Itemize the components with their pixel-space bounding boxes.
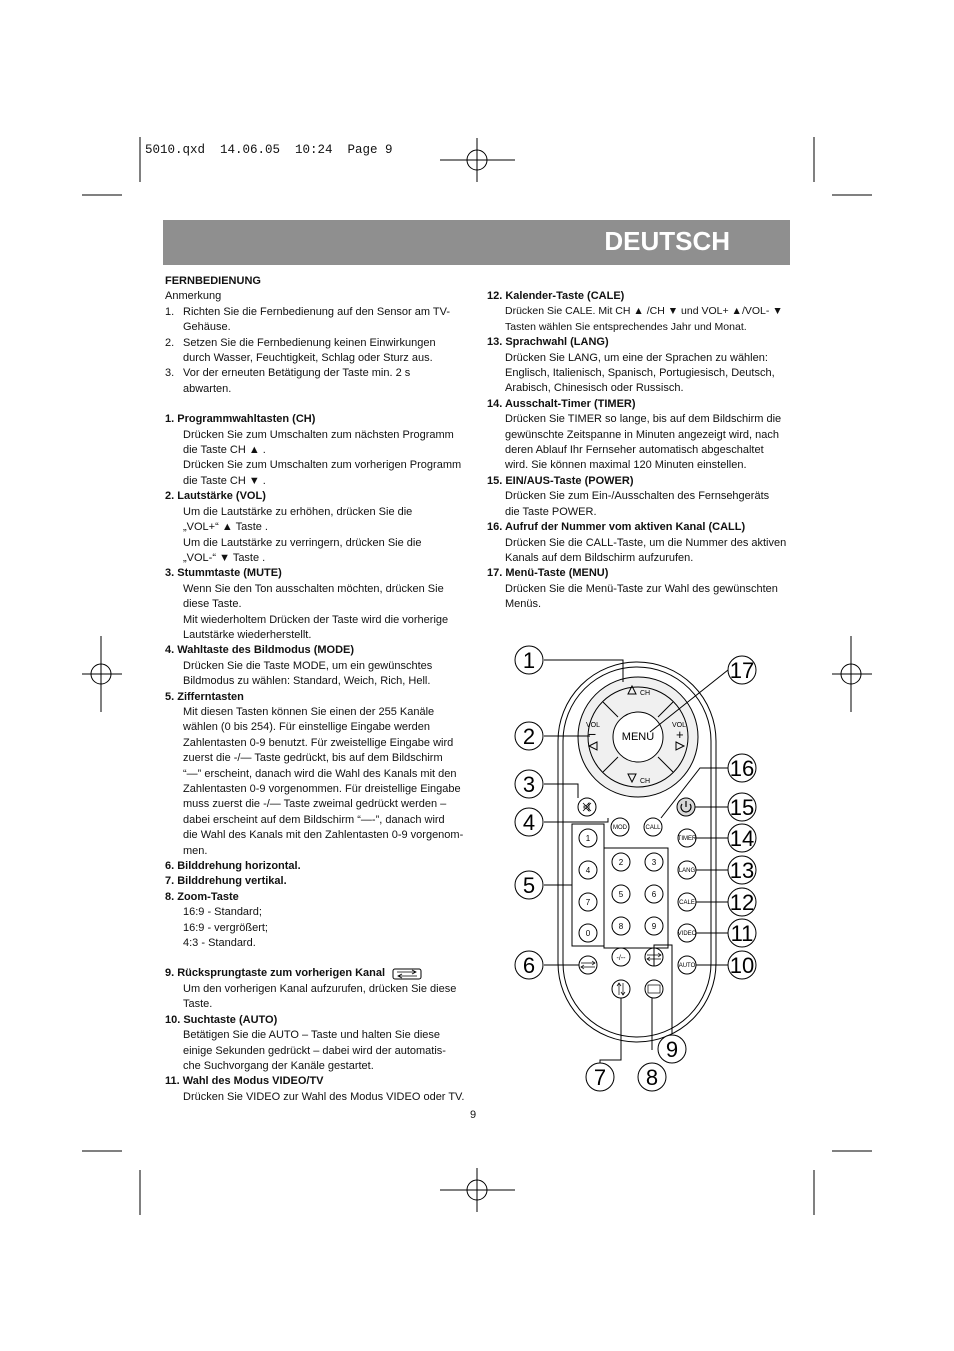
digit-keypad-frame-2: [604, 848, 668, 948]
language-banner: [163, 220, 790, 265]
callout-label: 6: [522, 953, 536, 978]
banner-title: DEUTSCH: [604, 226, 730, 256]
heading-vol: 2. Lautstärke (VOL): [165, 490, 266, 503]
callout-label: 17: [729, 658, 755, 683]
callout-label: 5: [522, 873, 536, 898]
ch-up-label: CH: [640, 690, 651, 697]
callout-label: 9: [665, 1037, 679, 1062]
up-arrow-icon: ▲: [633, 305, 644, 318]
right-column: 12. Kalender-Taste (CALE) Drücken Sie CALE. Mit CH ▲ /CH ▼ und VOL+ ▲/VOL- ▼ Tasten wählen Sie entsprechendes Jahr und Monat. 13. Sprachwahl (LANG) Drücken Sie LANG, um eine der Sprachen zu wählen: Englisch, Italienisch, Spanisch, Portugiesisch, Deutsch, Arabisch, Chinesisch oder Russisch. 14. Ausschalt-Timer (TIMER) Drücken Sie TIMER so lange, bis auf dem Bildschirm die gewünschte Zeitspanne in Minuten angezeigt wird, nach deren Ablauf Ihr Fernseher automatisch abgeschaltet wird. Sie können maximal 120 Minuten einstellen. 15. EIN/AUS-Taste (POWER) Drücken Sie zum Ein-/Ausschalten des Fernsehgeräts die Taste POWER. 16. Aufruf der Nummer vom aktiven Kanal (CALL) Drücken Sie die CALL-Taste, um die Nummer des aktiven Kanals auf dem Bildschirm aufzurufen. 17. Menü-Taste (MENU) Drücken Sie die Menü-Taste zur Wahl des gewünschten Menüs.: [487, 289, 792, 613]
cale-label: CALE: [679, 900, 695, 906]
heading-call: 16. Aufruf der Nummer vom aktiven Kanal (CALL): [487, 521, 746, 534]
dash-label: -/--: [616, 955, 626, 962]
digit-label: 6: [651, 890, 657, 899]
note-item: 1. Richten Sie die Fernbedienung auf den Sensor am TV-: [165, 305, 451, 318]
callout-label: 15: [729, 795, 755, 820]
page-number: 9: [470, 1109, 477, 1121]
heading-video: 11. Wahl des Modus VIDEO/TV: [165, 1075, 324, 1088]
section-title: FERNBEDIENUNG: [165, 275, 261, 287]
heading-mode: 4. Wahltaste des Bildmodus (MODE): [165, 644, 355, 657]
vol-minus-label: VOL: [586, 722, 601, 729]
heading-menu: 17. Menü-Taste (MENU): [487, 567, 609, 580]
digit-label: 1: [585, 834, 591, 843]
callout-label: 11: [730, 921, 754, 946]
callout-label: 2: [522, 724, 536, 749]
callout-label: 13: [729, 858, 755, 883]
callout-label: 10: [729, 953, 755, 978]
call-label: CALL: [645, 825, 661, 831]
remote-diagram: [500, 640, 780, 1095]
callout-label: 16: [729, 756, 755, 781]
digit-label: 0: [585, 929, 591, 938]
mute-icon: [583, 803, 591, 811]
digit-label: 5: [618, 890, 624, 899]
file-slug: 5010.qxd 14.06.05 10:24 Page 9: [145, 143, 393, 157]
horizontal-flip-button[interactable]: [579, 956, 597, 974]
vol-plus-sign: +: [676, 727, 684, 742]
callout-label: 4: [522, 810, 536, 835]
heading-vertical: 7. Bilddrehung vertikal.: [165, 875, 287, 888]
horizontal-flip-icon: [581, 961, 595, 969]
digit-label: 2: [618, 858, 624, 867]
lang-label: LANG: [678, 868, 696, 874]
heading-cale: 12. Kalender-Taste (CALE): [487, 290, 625, 302]
note-label: Anmerkung: [165, 290, 222, 303]
callout-label: 8: [645, 1065, 659, 1090]
digit-label: 3: [651, 858, 657, 867]
up-arrow-icon: ▲: [731, 305, 742, 318]
digit-label: 8: [618, 922, 624, 931]
heading-ch: 1. Programmwahltasten (CH): [165, 413, 316, 426]
vertical-flip-icon: [617, 983, 625, 995]
callout-label: 12: [729, 890, 755, 915]
mode-label: MOD: [613, 825, 627, 831]
note-item: 2. Setzen Sie die Fernbedienung keinen Einwirkungen: [165, 336, 436, 349]
digit-label: 4: [585, 866, 591, 875]
heading-power: 15. EIN/AUS-Taste (POWER): [487, 474, 634, 487]
heading-mute: 3. Stummtaste (MUTE): [165, 567, 282, 580]
menu-label: MENU: [621, 731, 655, 743]
zoom-icon: [648, 985, 660, 993]
down-arrow-icon: ▼: [667, 305, 679, 318]
down-arrow-icon: ▼: [248, 474, 260, 487]
callout-label: 3: [522, 772, 536, 797]
heading-horizontal: 6. Bilddrehung horizontal.: [165, 860, 301, 873]
callout-label: 1: [522, 648, 536, 673]
auto-label: AUTO: [678, 963, 696, 969]
note-list: 1. Richten Sie die Fernbedienung auf den Sensor am TV- Gehäuse. 2. Setzen Sie die Fernbedienung keinen Einwirkungen durch Wasser, Feuchtigkeit, Schlag oder Sturz aus. 3. Vor der erneuten Betätigung der Taste min. 2 s abwarten.: [165, 305, 475, 397]
heading-lang: 13. Sprachwahl (LANG): [487, 336, 609, 349]
callout-label: 7: [593, 1065, 607, 1090]
callout-label: 14: [729, 826, 755, 851]
return-icon: [392, 968, 422, 980]
up-arrow-icon: ▲: [221, 521, 233, 534]
heading-return: 9. Rücksprungtaste zum vorherigen Kanal: [165, 966, 475, 981]
video-label: VIDEO: [677, 931, 697, 937]
note-item: 3. Vor der erneuten Betätigung der Taste min. 2 s: [165, 367, 411, 380]
ch-down-label: CH: [640, 778, 651, 785]
vertical-flip-button[interactable]: [612, 980, 630, 998]
down-arrow-icon: ▼: [219, 551, 230, 564]
vol-plus-label: VOL: [672, 722, 687, 729]
digit-label: 7: [585, 898, 591, 907]
heading-auto: 10. Suchtaste (AUTO): [165, 1013, 278, 1026]
heading-zoom: 8. Zoom-Taste: [165, 890, 239, 903]
heading-digits: 5. Zifferntasten: [165, 690, 244, 703]
heading-timer: 14. Ausschalt-Timer (TIMER): [487, 397, 636, 410]
up-arrow-icon: ▲: [248, 444, 260, 457]
digit-label: 9: [651, 922, 657, 931]
timer-label: TIMER: [677, 836, 697, 842]
down-arrow-icon: ▼: [772, 305, 783, 318]
vol-minus-sign: −: [588, 726, 597, 742]
left-column: FERNBEDIENUNG Anmerkung 1. Richten Sie die Fernbedienung auf den Sensor am TV- Gehäuse. 2. Setzen Sie die Fernbedienung keinen Einwirkungen durch Wasser, Feuchtigkeit, Schlag oder Sturz aus. 3. Vor der erneuten Betätigung der Taste min. 2 s abwarten. 1. Programmwahltasten (CH) Drücken Sie zum Umschalten zum nächsten Programm die Taste CH ▲ . Drücken Sie zum Umschalten zum vorherigen Programm die Taste CH ▼ . 2. Lautstärke (VOL) Um die Lautstärke zu erhöhen, drücken Sie die „VOL+“ ▲ Taste . Um die Lautstärke zu verringern, drücken Sie die „VOL-“ ▼ Taste . 3. Stummtaste (MUTE) Wenn Sie den Ton ausschalten möchten, drücken Sie diese Taste. Mit wiederholtem Drücken der Taste wird die vorherige Lautstärke wiederherstellt. 4. Wahltaste des Bildmodus (MODE) Drücken Sie die Taste MODE, um ein gewünschtes Bildmodus zu wählen: Standard, Weich, Rich, Hell. 5. Zifferntasten Mit diesen Tasten können Sie einen der 255 Kanäle wählen (0 bis 254). Für einstellige Eingabe werden Zahlentasten 0-9 benutzt. Für zweistellige Eingabe wird zuerst die -/— Taste gedrückt, bis auf dem Bildschirm “—” erscheint, danach wird die Wahl des Kanals mit den Zahlentasten 0-9 vorgenommen. Für dreistellige Eingabe muss zuerst die -/— Taste zweimal gedrückt werden – dabei erscheint auf dem Bildschirm “—-”, danach wird die Wahl des Kanals mit den Zahlentasten 0-9 vorgenom- men. 6. Bilddrehung horizontal. 7. Bilddrehung vertikal. 8. Zoom-Taste 16:9 - Standard; 16:9 - vergrößert; 4:3 - Standard. 9. Rücksprungtaste zum vorherigen Kanal Um den vorherigen Kanal aufzurufen, drücken Sie diese Taste. 10. Suchtaste (AUTO) Betätigen Sie die AUTO – Taste und halten Sie diese einige Sekunden gedrückt – dabei wird der automatis- che Suchvorgang der Kanäle gestartet. 11. Wahl des Modus VIDEO/TV Drücken Sie VIDEO zur Wahl des Modus VIDEO oder TV.: [165, 274, 475, 1105]
